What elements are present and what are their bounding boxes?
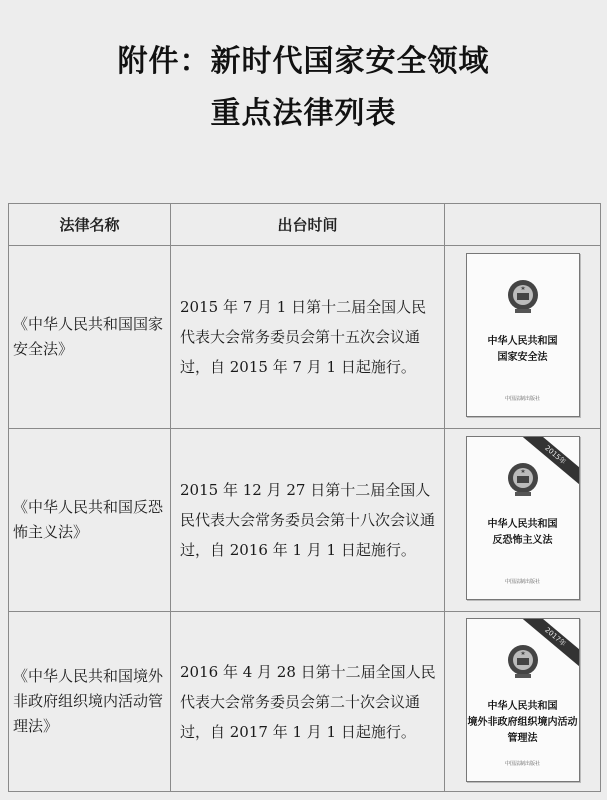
page-title-line-2: 重点法律列表 xyxy=(210,96,397,131)
law-date: 2015 年 7 月 1 日第十二届全国人民代表大会常务委员会第十五次会议通过，自 2015 年 7 月 1 日起施行。 xyxy=(171,246,445,429)
book-cover-cell xyxy=(445,246,601,429)
book-cover xyxy=(466,618,580,782)
cover-title: 中华人民共和国 境外非政府组织境内活动管理法 xyxy=(467,700,578,744)
cover-publisher: 中国法制出版社 xyxy=(504,760,540,767)
cover-title: 中华人民共和国 国家安全法 xyxy=(487,336,558,363)
table-row xyxy=(9,429,601,612)
law-table xyxy=(8,203,601,792)
national-emblem-icon xyxy=(503,641,543,681)
law-name: 《中华人民共和国反恐怖主义法》 xyxy=(9,429,171,612)
law-name: 《中华人民共和国境外非政府组织境内活动管理法》 xyxy=(9,612,171,792)
cover-ribbon: 2015年 xyxy=(512,436,579,493)
law-date: 2015 年 12 月 27 日第十二届全国人民代表大会常务委员会第十八次会议通过，自 2016 年 1 月 1 日起施行。 xyxy=(171,429,445,612)
national-emblem-icon xyxy=(503,459,543,499)
book-cover-cell xyxy=(445,612,601,792)
book-cover-cell xyxy=(445,429,601,612)
law-name: 《中华人民共和国国家安全法》 xyxy=(9,246,171,429)
page-title-line-1: 附件：新时代国家安全领域 xyxy=(117,44,490,79)
book-cover xyxy=(466,436,580,600)
table-row xyxy=(9,612,601,792)
cover-publisher: 中国法制出版社 xyxy=(504,396,540,402)
header-cover xyxy=(445,204,601,246)
law-date: 2016 年 4 月 28 日第十二届全国人民代表大会常务委员会第二十次会议通过，自 2017 年 1 月 1 日起施行。 xyxy=(171,612,445,792)
cover-publisher: 中国法制出版社 xyxy=(504,579,540,585)
book-cover xyxy=(466,253,580,417)
table-header-row xyxy=(9,204,601,246)
table-row xyxy=(9,246,601,429)
header-law-name: 法律名称 xyxy=(9,204,171,246)
cover-title: 中华人民共和国 反恐怖主义法 xyxy=(487,519,558,546)
national-emblem-icon xyxy=(503,276,543,316)
header-enact-date: 出台时间 xyxy=(171,204,445,246)
cover-ribbon: 2017年 xyxy=(512,618,579,675)
